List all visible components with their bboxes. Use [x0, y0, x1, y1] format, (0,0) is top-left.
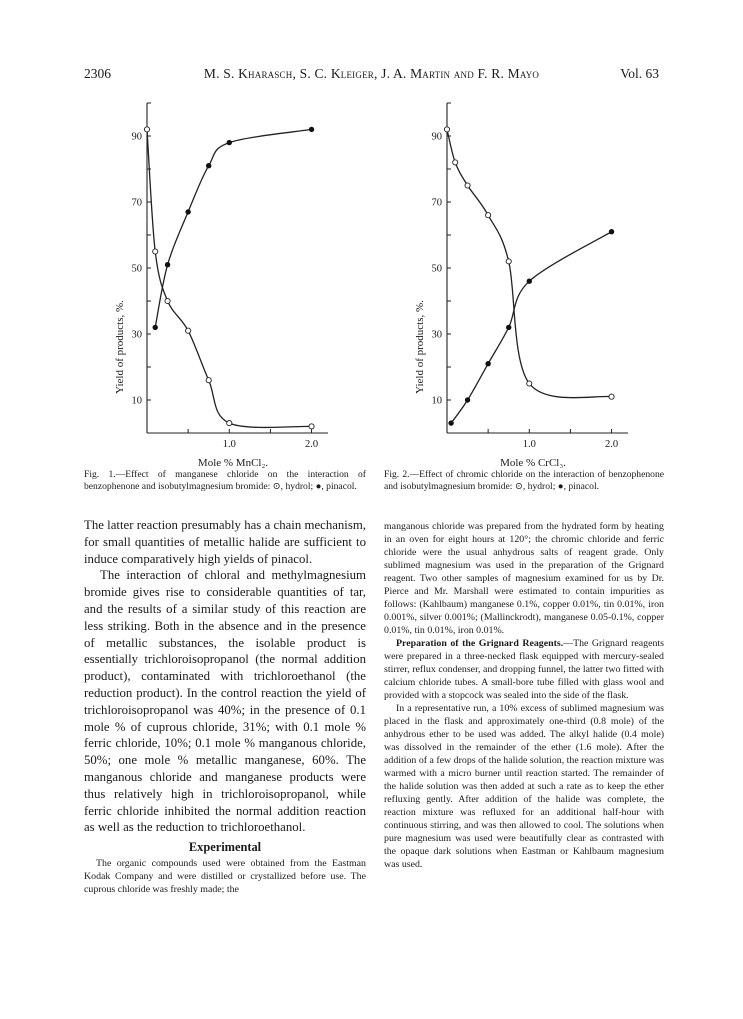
figure-2-caption: Fig. 2.—Effect of chromic chloride on the interaction of benzophenone and isobutylmagnesium bromide: ⊙, hydrol; ●, pinacol.: [384, 469, 664, 493]
y-axis-label: Yield of products, %.: [414, 300, 426, 394]
hydrol-point: [609, 394, 614, 399]
right-column: [384, 520, 664, 871]
run-in-heading: Preparation of the Grignard Reagents.: [396, 638, 564, 649]
section-heading: Experimental: [188, 840, 262, 855]
hydrol-point: [309, 424, 314, 429]
running-head-authors: M. S. Kharasch, S. C. Kleiger, J. A. Martin and F. R. Mayo: [203, 66, 540, 81]
hydrol-curve: [447, 129, 612, 397]
pinacol-point: [527, 279, 532, 284]
y-tick-label: 90: [431, 131, 442, 143]
paragraph: In a representative run, a 10% excess of sublimed magnesium was placed in the flask and approximately one-third (0.8 mole) of the anhydrous ether to be used was added. The alkyl halide (0.4 mole) was dissolved in the remainder of the ether (1.6 mole). After the addition of a few drops of the halide solution, the reaction mixture was warmed with a micro burner until reaction started. The remainder of the halide solution was then added at such a rate as to keep the ether refluxing gently. After addition of the halide was complete, the reaction mixture was refluxed for an additional half-hour with continuous stirring, and was then allowed to cool. The solutions when pure magnesium was used were beautifully clear as contrasted with the opaque dark solutions when Eastman or Kahlbaum magnesium was used.: [384, 703, 664, 870]
small-text-block: [84, 857, 366, 896]
volume-label: Vol. 63: [620, 66, 659, 81]
hydrol-point: [453, 160, 458, 165]
hydrol-curve: [147, 129, 312, 427]
y-tick-label: 90: [131, 131, 142, 143]
pinacol-curve: [451, 232, 611, 423]
hydrol-point: [165, 298, 170, 303]
pinacol-point: [153, 325, 158, 330]
left-column: [84, 517, 366, 896]
y-tick-label: 10: [131, 395, 142, 407]
x-tick-label: 2.0: [604, 439, 619, 450]
x-tick-label: 2.0: [304, 439, 319, 450]
pinacol-point: [185, 209, 190, 214]
paragraph: [384, 637, 664, 702]
pinacol-point: [506, 325, 511, 330]
pinacol-point: [609, 229, 614, 234]
hydrol-point: [206, 378, 211, 383]
figure-2-plot: [400, 95, 640, 469]
pinacol-point: [206, 163, 211, 168]
paragraph-text: —The Grignard reagents were prepared in a three-necked flask equipped with mercury-sealed stirrer, reflux condenser, and dropping funnel, the latter two fitted with calcium chloride tubes. A small-bore tube filled with glass wool and provided with a stopcock was sealed into the side of the flask.: [384, 638, 664, 701]
hydrol-point: [227, 421, 232, 426]
pinacol-point: [448, 420, 453, 425]
hydrol-point: [186, 328, 191, 333]
paragraph: The organic compounds used were obtained from the Eastman Kodak Company and were distilled or crystallized before use. The cuprous chloride was freshly made; the: [84, 857, 366, 895]
y-tick-label: 70: [131, 197, 142, 209]
pinacol-point: [165, 262, 170, 267]
page-number: 2306: [84, 66, 111, 81]
pinacol-point: [465, 397, 470, 402]
y-tick-label: 50: [131, 263, 142, 275]
y-tick-label: 50: [431, 263, 442, 275]
figure-1-caption: Fig. 1.—Effect of manganese chloride on the interaction of benzophenone and isobutylmagnesium bromide: ⊙, hydrol; ●, pinacol.: [84, 469, 366, 493]
pinacol-point: [227, 140, 232, 145]
hydrol-point: [153, 249, 158, 254]
paragraph: manganous chloride was prepared from the hydrated form by heating in an oven for eight hours at 120°; the chromic chloride and ferric chloride were the usual anhydrous salts of reagent grade. Only sublimed magnesium was used in the preparation of the Grignard reagent. Two other samples of magnesium examined for us by Dr. Pierce and Mr. Marshall were estimated to contain impurities as follows: (Kahlbaum) manganese 0.1%, copper 0.01%, tin 0.01%, iron 0.001%, silver 0.001%; (Mallinckrodt), manganese 0.05-0.1%, copper 0.01%, tin 0.01%, iron 0.01%.: [384, 521, 664, 636]
hydrol-point: [144, 127, 149, 132]
x-axis-label: Mole % MnCl₂.: [197, 457, 269, 469]
x-tick-label: 1.0: [222, 439, 236, 450]
y-tick-label: 10: [431, 395, 442, 407]
hydrol-point: [527, 381, 532, 386]
pinacol-curve: [155, 129, 311, 327]
paragraph: The interaction of chloral and methylmagnesium bromide gives rise to considerable quantities of tar, and the results of a similar study of this reaction are less striking. Both in the absence and in the presence of metallic substances, the isolable product is essentially trichloroisopropanol (the normal addition product), contaminated with trichloroethanol (the reduction product). In the control reaction the yield of trichloroisopropanol was 40%; in the presence of 0.1 mole % of cuprous chloride, 31%; with 0.1 mole % ferric chloride, 10%; 0.1 mole % manganous chloride, 50%; one mole % metallic manganese, 60%. The manganous chloride and manganese products were thus relatively high in trichloroisopropanol, while ferric chloride inhibited the normal addition reaction as well as the reduction to trichloroethanol.: [84, 568, 366, 835]
y-tick-label: 30: [131, 329, 142, 341]
x-axis-label: Mole % CrCl₃.: [500, 457, 566, 469]
hydrol-point: [465, 183, 470, 188]
hydrol-point: [486, 213, 491, 218]
y-tick-label: 30: [431, 329, 442, 341]
figure-1-plot: [100, 95, 340, 469]
y-axis-label: Yield of products, %.: [114, 300, 126, 394]
x-tick-label: 1.0: [522, 439, 536, 450]
paragraph: The latter reaction presumably has a chain mechanism, for small quantities of metallic halide are sufficient to induce comparatively high yields of pinacol.: [84, 518, 366, 566]
pinacol-point: [309, 127, 314, 132]
hydrol-point: [444, 127, 449, 132]
hydrol-point: [506, 259, 511, 264]
y-tick-label: 70: [431, 197, 442, 209]
pinacol-point: [485, 361, 490, 366]
